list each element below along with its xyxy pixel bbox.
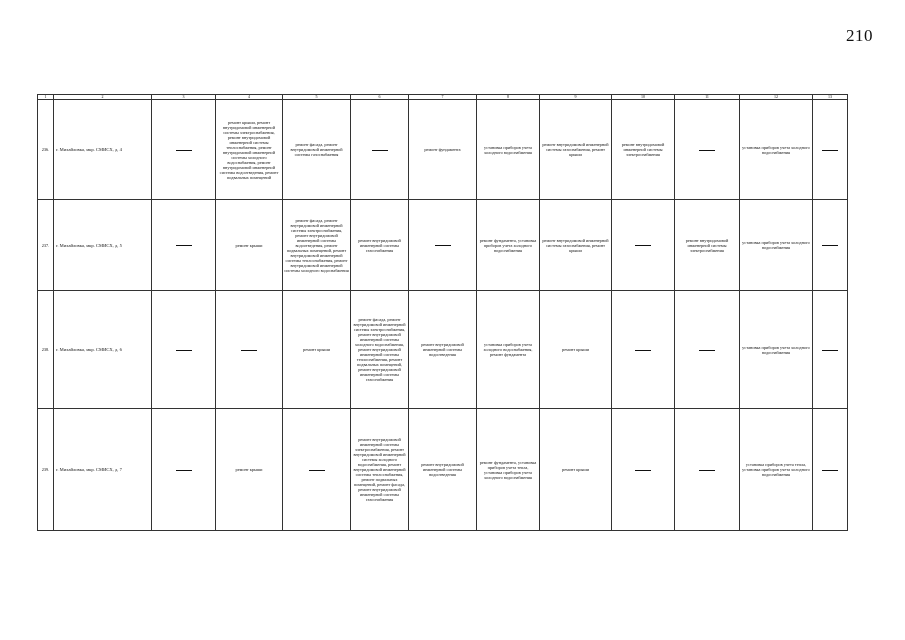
table-cell [813,409,848,531]
dash-mark [699,150,715,151]
column-header: 3 [152,95,216,100]
dash-mark [822,245,838,246]
table-cell: ремонт крыши [216,409,283,531]
dash-mark [699,470,715,471]
table-cell: ремонт фасада, ремонт внутридомовой инженерной системы газоснабжения [283,100,351,200]
repair-schedule-table [37,94,848,531]
address-cell: г. Михайловка, мкр. СМИСХ, д. 5 [54,200,152,291]
table-cell: ремонт внутридомовой инженерной системы электроснабжения [612,100,675,200]
dash-mark [176,150,192,151]
table-cell [612,200,675,291]
table-cell: ремонт фундамента, установка приборов учета холодного водоснабжения [477,200,540,291]
column-header: 13 [813,95,848,100]
table-cell: установка приборов учета тепла, установка приборов учета холодного водоснабжения [740,409,813,531]
table-cell [813,100,848,200]
table-cell: ремонт фундамента, установка приборов учета тепла, установка приборов учета холодного водоснабжения [477,409,540,531]
column-header: 11 [675,95,740,100]
address-cell: г. Михайловка, мкр. СМИСХ, д. 6 [54,291,152,409]
table-cell: установка приборов учета холодного водоснабжения [740,100,813,200]
column-header: 9 [540,95,612,100]
row-number: 239. [38,409,54,531]
dash-mark [822,150,838,151]
table-cell [216,291,283,409]
dash-mark [241,350,257,351]
dash-mark [309,470,325,471]
dash-mark [635,470,651,471]
table-cell [813,200,848,291]
column-header: 7 [409,95,477,100]
column-header: 4 [216,95,283,100]
table-cell: установка приборов учета холодного водоснабжения [740,291,813,409]
table-cell [152,200,216,291]
table-cell: ремонт фасада, ремонт внутридомовой инженерной системы электроснабжения, ремонт внутридомовой инженерной системы водоотведения, ремонт подвальных помещений, ремонт внутридомовой инженерной системы теплоснабжения, ремонт внутридомовой инженерной системы холодного водоснабжения [283,200,351,291]
column-header: 10 [612,95,675,100]
table-cell [612,409,675,531]
row-number: 236. [38,100,54,200]
row-number: 237. [38,200,54,291]
table-cell: ремонт крыши [216,200,283,291]
table-cell [813,291,848,409]
table-cell [351,100,409,200]
dash-mark [635,245,651,246]
dash-mark [822,350,838,351]
page-number: 210 [846,26,873,45]
table-row [38,409,848,531]
table-cell: ремонт внутридомовой инженерной системы газоснабжения, ремонт крыши [540,200,612,291]
table-cell: ремонт внутридомовой инженерной системы электроснабжения [675,200,740,291]
table-cell: установка приборов учета холодного водоснабжения [740,200,813,291]
table-cell [152,100,216,200]
column-header: 8 [477,95,540,100]
table-cell: ремонт крыши, ремонт внутридомовой инженерной системы электроснабжения, ремонт внутридомовой инженерной системы теплоснабжения, ремонт внутридомовой инженерной системы холодного водоснабжения, ремонт внутридомовой инженерной системы водоотведения, ремонт подвальных помещений [216,100,283,200]
dash-mark [372,150,388,151]
dash-mark [176,245,192,246]
table-cell: ремонт крыши [540,291,612,409]
row-number: 238. [38,291,54,409]
column-header: 5 [283,95,351,100]
table-cell: установка приборов учета холодного водоснабжения [477,100,540,200]
table-cell: ремонт внутридомовой инженерной системы газоснабжения, ремонт крыши [540,100,612,200]
table-cell: ремонт внутридомовой инженерной системы водоотведения [409,409,477,531]
column-header: 6 [351,95,409,100]
table-cell [152,291,216,409]
table-cell [675,409,740,531]
dash-mark [699,350,715,351]
dash-mark [435,245,451,246]
column-header: 1 [38,95,54,100]
table-cell: ремонт фундамента [409,100,477,200]
table-cell [675,100,740,200]
table-cell: ремонт внутридомовой инженерной системы электроснабжения, ремонт внутридомовой инженерной системы холодного водоснабжения, ремонт внутридомовой инженерной системы теплоснабжения, ремонт подвальных помещений, ремонт фасада, ремонт внутридомовой инженерной системы газоснабжения [351,409,409,531]
table-row [38,291,848,409]
table-cell: ремонт крыши [540,409,612,531]
address-cell: г. Михайловка, мкр. СМИСХ, д. 4 [54,100,152,200]
column-header: 12 [740,95,813,100]
table-cell [152,409,216,531]
table-cell [612,291,675,409]
table-cell: ремонт внутридомовой инженерной системы водоотведения [409,291,477,409]
table-cell [675,291,740,409]
address-cell: г. Михайловка, мкр. СМИСХ, д. 7 [54,409,152,531]
column-header: 2 [54,95,152,100]
table-cell: ремонт фасада, ремонт внутридомовой инженерной системы электроснабжения, ремонт внутридомовой инженерной системы холодного водоснабжения, ремонт внутридомовой инженерной системы теплоснабжения, ремонт подвальных помещений, ремонт внутридомовой инженерной системы газоснабжения [351,291,409,409]
table-cell: ремонт крыши [283,291,351,409]
dash-mark [176,470,192,471]
table-row [38,100,848,200]
table-cell [283,409,351,531]
dash-mark [635,350,651,351]
dash-mark [176,350,192,351]
table-cell: ремонт внутридомовой инженерной системы газоснабжения [351,200,409,291]
table-cell: установка приборов учета холодного водоснабжения, ремонт фундамента [477,291,540,409]
table-cell [409,200,477,291]
table-row [38,200,848,291]
dash-mark [822,470,838,471]
